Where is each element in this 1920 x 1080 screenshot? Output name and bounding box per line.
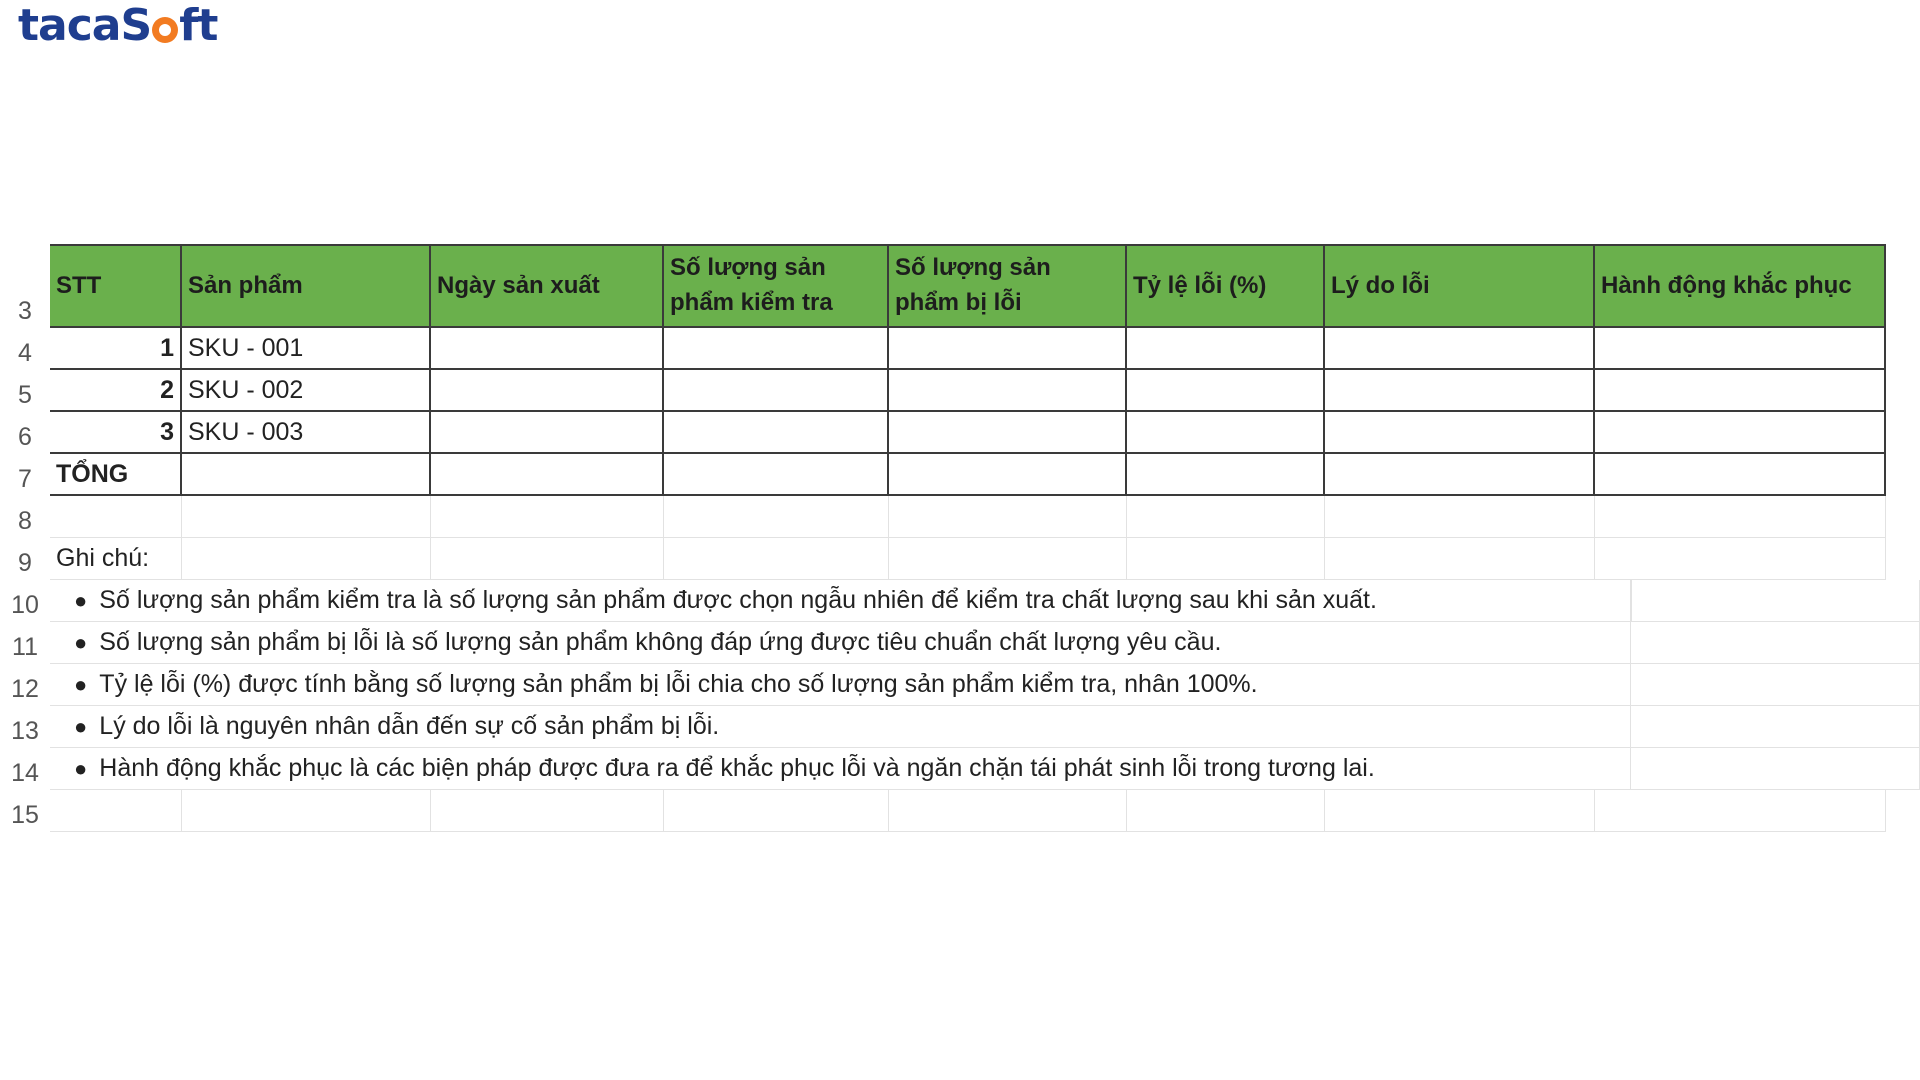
cell-defect-qty[interactable] — [889, 412, 1127, 454]
cell-product[interactable]: SKU - 002 — [182, 370, 431, 412]
empty-cell[interactable] — [1631, 664, 1920, 706]
empty-cell[interactable] — [182, 790, 431, 832]
logo-o-icon — [152, 17, 178, 43]
total-cell[interactable] — [1325, 454, 1595, 496]
note-cell[interactable] — [50, 580, 1631, 622]
cell-stt[interactable]: 1 — [50, 328, 182, 370]
empty-cell[interactable] — [1631, 706, 1920, 748]
empty-cell[interactable] — [431, 538, 664, 580]
empty-cell[interactable] — [1325, 538, 1595, 580]
cell-production-date[interactable] — [431, 370, 664, 412]
empty-cell[interactable] — [1631, 580, 1920, 622]
empty-cell[interactable] — [664, 496, 889, 538]
cell-product[interactable]: SKU - 001 — [182, 328, 431, 370]
row-number[interactable]: 13 — [0, 706, 50, 748]
cell-inspected-qty[interactable] — [664, 412, 889, 454]
empty-row — [0, 496, 1920, 538]
row-number[interactable]: 15 — [0, 790, 50, 832]
table-row — [0, 370, 1920, 412]
spreadsheet — [0, 244, 1920, 840]
empty-cell[interactable] — [1595, 496, 1886, 538]
cell-defect-qty[interactable] — [889, 328, 1127, 370]
total-cell[interactable] — [182, 454, 431, 496]
header-stt[interactable]: STT — [50, 244, 182, 328]
empty-cell[interactable] — [889, 538, 1127, 580]
empty-cell[interactable] — [1127, 496, 1325, 538]
row-number[interactable]: 3 — [0, 244, 50, 328]
empty-cell[interactable] — [431, 496, 664, 538]
empty-cell[interactable] — [182, 496, 431, 538]
note-row — [0, 580, 1920, 622]
cell-production-date[interactable] — [431, 328, 664, 370]
note-text: Số lượng sản phẩm bị lỗi là số lượng sản phẩm không đáp ứng được tiêu chuẩn chất lượng yêu cầu. — [99, 628, 1222, 656]
logo-text-3: ft — [179, 0, 218, 51]
note-row — [0, 706, 1920, 748]
note-cell[interactable] — [50, 664, 1631, 706]
empty-cell[interactable] — [889, 790, 1127, 832]
table-row — [0, 412, 1920, 454]
note-cell[interactable] — [50, 622, 1631, 664]
cell-defect-qty[interactable] — [889, 370, 1127, 412]
bullet-icon: ● — [74, 587, 88, 613]
row-number[interactable]: 12 — [0, 664, 50, 706]
empty-cell[interactable] — [664, 790, 889, 832]
cell-defect-reason[interactable] — [1325, 328, 1595, 370]
cell-defect-reason[interactable] — [1325, 412, 1595, 454]
row-number[interactable]: 5 — [0, 370, 50, 412]
cell-defect-rate[interactable] — [1127, 370, 1325, 412]
total-cell[interactable] — [664, 454, 889, 496]
empty-cell[interactable] — [1631, 622, 1920, 664]
cell-product[interactable]: SKU - 003 — [182, 412, 431, 454]
cell-corrective-action[interactable] — [1595, 370, 1886, 412]
row-number[interactable]: 6 — [0, 412, 50, 454]
cell-defect-rate[interactable] — [1127, 328, 1325, 370]
empty-row — [0, 790, 1920, 832]
empty-cell[interactable] — [1127, 538, 1325, 580]
header-defect-qty[interactable]: Số lượng sản phẩm bị lỗi — [889, 244, 1127, 328]
empty-cell[interactable] — [1595, 790, 1886, 832]
note-text: Hành động khắc phục là các biện pháp được đưa ra để khắc phục lỗi và ngăn chặn tái phát sinh lỗi trong tương lai. — [99, 754, 1375, 782]
logo-text-1: taca — [18, 0, 121, 51]
cell-corrective-action[interactable] — [1595, 328, 1886, 370]
bullet-icon: ● — [74, 629, 88, 655]
note-cell[interactable] — [50, 748, 1631, 790]
note-cell[interactable] — [50, 706, 1631, 748]
cell-defect-reason[interactable] — [1325, 370, 1595, 412]
notes-title-row — [0, 538, 1920, 580]
cell-inspected-qty[interactable] — [664, 328, 889, 370]
bullet-icon: ● — [74, 713, 88, 739]
row-number[interactable]: 8 — [0, 496, 50, 538]
bullet-icon: ● — [74, 671, 88, 697]
header-corrective-action[interactable]: Hành động khắc phục — [1595, 244, 1886, 328]
empty-cell[interactable] — [1595, 538, 1886, 580]
total-cell[interactable] — [1595, 454, 1886, 496]
row-number[interactable]: 9 — [0, 538, 50, 580]
cell-corrective-action[interactable] — [1595, 412, 1886, 454]
empty-cell[interactable] — [182, 538, 431, 580]
row-number[interactable]: 14 — [0, 748, 50, 790]
empty-cell[interactable] — [50, 496, 182, 538]
tacasoft-logo — [18, 0, 218, 51]
empty-cell[interactable] — [664, 538, 889, 580]
cell-stt[interactable]: 2 — [50, 370, 182, 412]
note-text: Tỷ lệ lỗi (%) được tính bằng số lượng sản phẩm bị lỗi chia cho số lượng sản phẩm kiểm tra, nhân 100%. — [99, 670, 1258, 698]
cell-inspected-qty[interactable] — [664, 370, 889, 412]
empty-cell[interactable] — [50, 790, 182, 832]
total-label[interactable]: TỔNG — [50, 454, 182, 496]
row-number[interactable]: 11 — [0, 622, 50, 664]
total-cell[interactable] — [1127, 454, 1325, 496]
note-text: Lý do lỗi là nguyên nhân dẫn đến sự cố sản phẩm bị lỗi. — [99, 712, 720, 740]
header-row — [0, 244, 1920, 328]
header-production-date[interactable]: Ngày sản xuất — [431, 244, 664, 328]
cell-production-date[interactable] — [431, 412, 664, 454]
header-product[interactable]: Sản phẩm — [182, 244, 431, 328]
header-defect-reason[interactable]: Lý do lỗi — [1325, 244, 1595, 328]
empty-cell[interactable] — [431, 790, 664, 832]
note-row — [0, 664, 1920, 706]
logo-text-2: S — [120, 0, 152, 51]
bullet-icon: ● — [74, 755, 88, 781]
total-cell[interactable] — [431, 454, 664, 496]
table-row — [0, 328, 1920, 370]
header-defect-rate[interactable]: Tỷ lệ lỗi (%) — [1127, 244, 1325, 328]
header-inspected-qty[interactable]: Số lượng sản phẩm kiểm tra — [664, 244, 889, 328]
empty-cell[interactable] — [1325, 790, 1595, 832]
empty-cell[interactable] — [1127, 790, 1325, 832]
cell-stt[interactable]: 3 — [50, 412, 182, 454]
total-row — [0, 454, 1920, 496]
empty-cell[interactable] — [1325, 496, 1595, 538]
row-number[interactable]: 10 — [0, 580, 50, 622]
cell-defect-rate[interactable] — [1127, 412, 1325, 454]
notes-title[interactable]: Ghi chú: — [50, 538, 182, 580]
empty-cell[interactable] — [1631, 748, 1920, 790]
row-number[interactable]: 4 — [0, 328, 50, 370]
row-number[interactable]: 7 — [0, 454, 50, 496]
total-cell[interactable] — [889, 454, 1127, 496]
note-row — [0, 748, 1920, 790]
note-row — [0, 622, 1920, 664]
note-text: Số lượng sản phẩm kiểm tra là số lượng sản phẩm được chọn ngẫu nhiên để kiểm tra chất lượng sau khi sản xuất. — [99, 586, 1377, 614]
empty-cell[interactable] — [889, 496, 1127, 538]
